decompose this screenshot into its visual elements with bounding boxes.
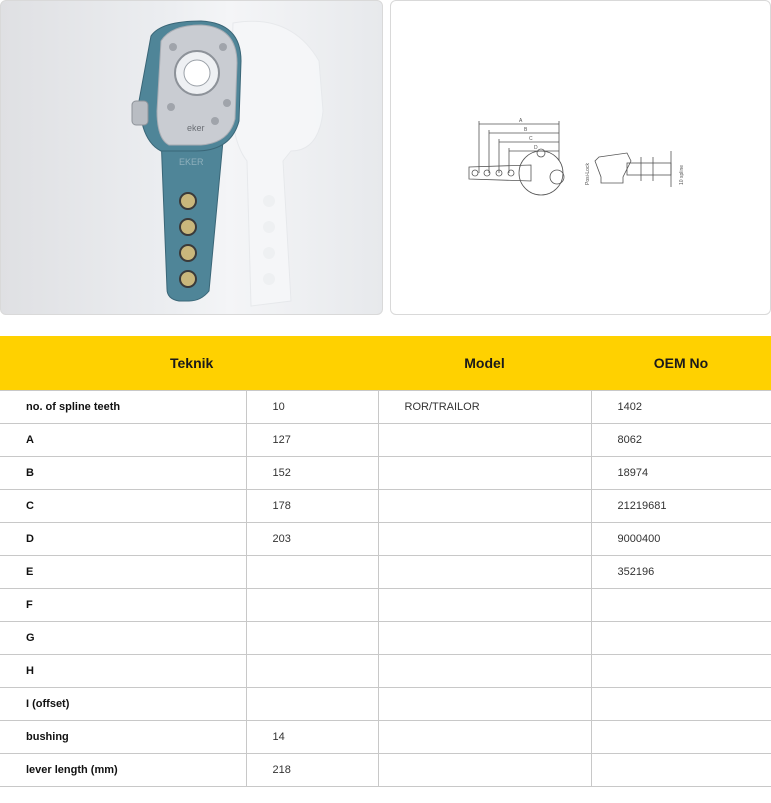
- row-label: lever length (mm): [0, 754, 246, 787]
- row-model: [378, 457, 591, 490]
- row-value: 127: [246, 424, 378, 457]
- row-label: I (offset): [0, 688, 246, 721]
- row-oem: [591, 589, 771, 622]
- header-oem: OEM No: [591, 336, 771, 391]
- arm-text: EKER: [179, 157, 204, 167]
- product-photo[interactable]: [0, 0, 383, 315]
- table-row: [0, 523, 771, 556]
- row-label: H: [0, 655, 246, 688]
- end-label: 10 spline: [679, 164, 685, 185]
- dim-label-a: A: [519, 118, 523, 124]
- row-oem: 21219681: [591, 490, 771, 523]
- row-model: [378, 754, 591, 787]
- header-model: Model: [378, 336, 591, 391]
- adjuster-bolt: [132, 101, 148, 125]
- table-row: [0, 391, 771, 424]
- row-label: G: [0, 622, 246, 655]
- dim-label-d: D: [534, 145, 538, 151]
- row-oem: 9000400: [591, 523, 771, 556]
- row-model: [378, 622, 591, 655]
- row-value: 14: [246, 721, 378, 754]
- row-oem: 1402: [591, 391, 771, 424]
- slack-adjuster-render: [1, 1, 383, 315]
- row-oem: [591, 655, 771, 688]
- table-row: [0, 721, 771, 754]
- row-model: [378, 688, 591, 721]
- row-oem: [591, 622, 771, 655]
- table-row: [0, 424, 771, 457]
- table-row: [0, 688, 771, 721]
- row-value: [246, 688, 378, 721]
- row-value: [246, 622, 378, 655]
- row-label: E: [0, 556, 246, 589]
- row-model: [378, 556, 591, 589]
- row-value: [246, 655, 378, 688]
- row-value: 218: [246, 754, 378, 787]
- dimension-drawing: [391, 1, 771, 316]
- row-value: [246, 556, 378, 589]
- row-label: B: [0, 457, 246, 490]
- table-row: [0, 457, 771, 490]
- table-row: [0, 655, 771, 688]
- header-teknik: Teknik: [0, 336, 378, 391]
- spec-table: [0, 336, 771, 787]
- row-value: 203: [246, 523, 378, 556]
- row-oem: 352196: [591, 556, 771, 589]
- row-label: C: [0, 490, 246, 523]
- dim-label-b: B: [524, 127, 528, 133]
- dim-label-c: C: [529, 136, 533, 142]
- row-model: [378, 523, 591, 556]
- row-oem: [591, 688, 771, 721]
- row-oem: [591, 754, 771, 787]
- side-label: Posi-Lock: [585, 163, 591, 185]
- row-label: D: [0, 523, 246, 556]
- row-label: A: [0, 424, 246, 457]
- row-oem: [591, 721, 771, 754]
- row-value: [246, 589, 378, 622]
- technical-drawing[interactable]: [390, 0, 771, 315]
- brand-text: eker: [187, 123, 205, 133]
- row-model: [378, 721, 591, 754]
- table-row: [0, 490, 771, 523]
- row-model: [378, 424, 591, 457]
- row-label: no. of spline teeth: [0, 391, 246, 424]
- table-body: [0, 391, 771, 787]
- table-header: [0, 336, 771, 391]
- table-row: [0, 589, 771, 622]
- row-oem: 8062: [591, 424, 771, 457]
- row-label: F: [0, 589, 246, 622]
- row-label: bushing: [0, 721, 246, 754]
- table-row: [0, 556, 771, 589]
- row-model: [378, 655, 591, 688]
- row-value: 10: [246, 391, 378, 424]
- row-model: ROR/TRAILOR: [378, 391, 591, 424]
- row-model: [378, 589, 591, 622]
- row-model: [378, 490, 591, 523]
- table-row: [0, 622, 771, 655]
- row-value: 178: [246, 490, 378, 523]
- ghost-reflection: [231, 21, 323, 306]
- product-gallery: [0, 0, 771, 318]
- row-oem: 18974: [591, 457, 771, 490]
- table-row: [0, 754, 771, 787]
- row-value: 152: [246, 457, 378, 490]
